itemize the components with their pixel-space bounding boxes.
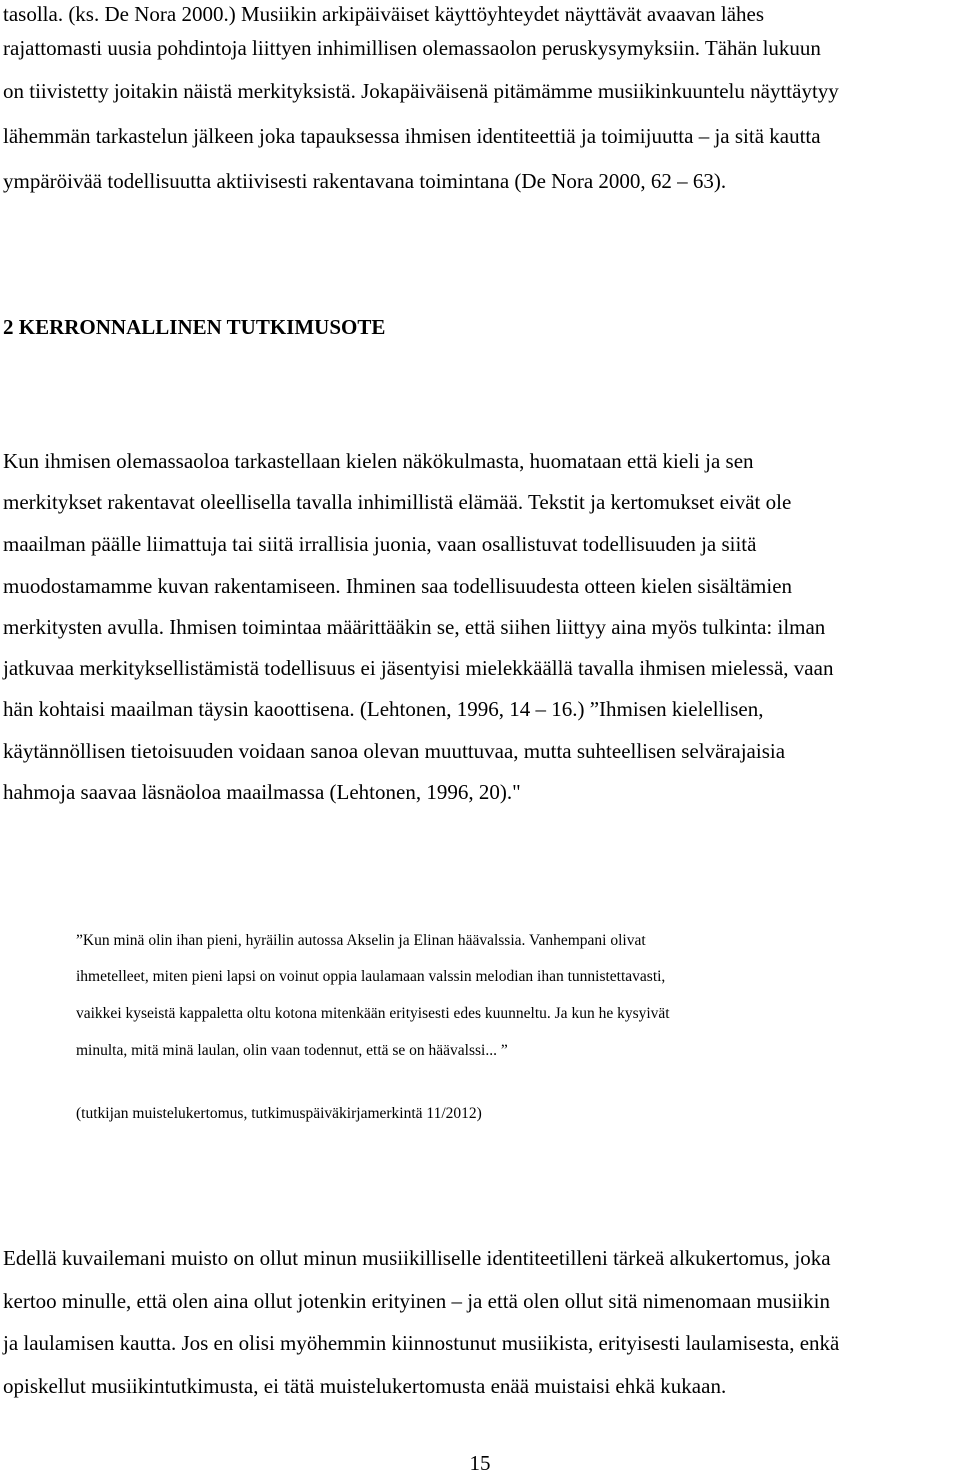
quote-line-3: vaikkei kyseistä kappaletta oltu kotona mitenkään erityisesti edes kuunneltu. Ja kun he kysyivät <box>76 1005 670 1022</box>
closing-line-1: Edellä kuvailemani muisto on ollut minun musiikilliselle identiteetilleni tärkeä alkukertomus, joka <box>3 1246 831 1270</box>
quote-line-1: ”Kun minä olin ihan pieni, hyräilin autossa Akselin ja Elinan häävalssia. Vanhempani olivat <box>76 932 646 949</box>
intro-line-5: ympäröivää todellisuutta aktiivisesti rakentavana toimintana (De Nora 2000, 62 – 63). <box>3 169 727 193</box>
body-line-7: hän kohtaisi maailman täysin kaoottisena. (Lehtonen, 1996, 14 – 16.) ”Ihmisen kielellisen, <box>3 697 764 721</box>
intro-line-4: lähemmän tarkastelun jälkeen joka tapauksessa ihmisen identiteettiä ja toimijuutta – ja sitä kautta <box>3 124 821 148</box>
intro-line-2: rajattomasti uusia pohdintoja liittyen inhimillisen olemassaolon peruskysymyksiin. Tähän lukuun <box>3 36 821 60</box>
body-line-4: muodostamamme kuvan rakentamiseen. Ihminen saa todellisuudesta otteen kielen sisältämien <box>3 574 793 598</box>
intro-line-1: tasolla. (ks. De Nora 2000.) Musiikin arkipäiväiset käyttöyhteydet näyttävät avaavan lähes <box>3 2 765 26</box>
body-line-8: käytännöllisen tietoisuuden voidaan sanoa olevan muuttuvaa, mutta suhteellisen selvärajaisia <box>3 739 786 763</box>
body-line-2: merkitykset rakentavat oleellisella tavalla inhimillistä elämää. Tekstit ja kertomukset eivät ole <box>3 490 792 514</box>
body-line-3: maailman päälle liimattuja tai siitä irrallisia juonia, vaan osallistuvat todellisuuden ja siitä <box>3 532 757 556</box>
body-line-5: merkitysten avulla. Ihmisen toimintaa määrittääkin se, että siihen liittyy aina myös tulkinta: ilman <box>3 615 826 639</box>
quote-line-4: minulta, mitä minä laulan, olin vaan todennut, että se on häävalssi... ” <box>76 1042 508 1059</box>
closing-line-4: opiskellut musiikintutkimusta, ei tätä muistelukertomusta enää muistaisi ehkä kukaan. <box>3 1374 727 1398</box>
closing-line-2: kertoo minulle, että olen aina ollut jotenkin erityinen – ja että olen ollut sitä nimenomaan musiikin <box>3 1289 830 1313</box>
page-number: 15 <box>469 1451 491 1475</box>
body-line-6: jatkuvaa merkityksellistämistä todellisuus ei jäsentyisi mielekkäällä tavalla ihmisen mielessä, vaan <box>3 656 834 680</box>
quote-source: (tutkijan muistelukertomus, tutkimuspäiväkirjamerkintä 11/2012) <box>76 1105 482 1122</box>
closing-line-3: ja laulamisen kautta. Jos en olisi myöhemmin kiinnostunut musiikista, erityisesti laulamisesta, enkä <box>3 1331 840 1355</box>
section-heading: 2 KERRONNALLINEN TUTKIMUSOTE <box>3 315 386 339</box>
intro-line-3: on tiivistetty joitakin näistä merkityksistä. Jokapäiväisenä pitämämme musiikinkuuntelu näyttäytyy <box>3 79 839 103</box>
body-line-9: hahmoja saavaa läsnäoloa maailmassa (Lehtonen, 1996, 20)." <box>3 780 521 804</box>
body-line-1: Kun ihmisen olemassaoloa tarkastellaan kielen näkökulmasta, huomataan että kieli ja sen <box>3 449 754 473</box>
quote-line-2: ihmetelleet, miten pieni lapsi on voinut oppia laulamaan valssin melodian ihan tunnistettavasti, <box>76 968 666 985</box>
